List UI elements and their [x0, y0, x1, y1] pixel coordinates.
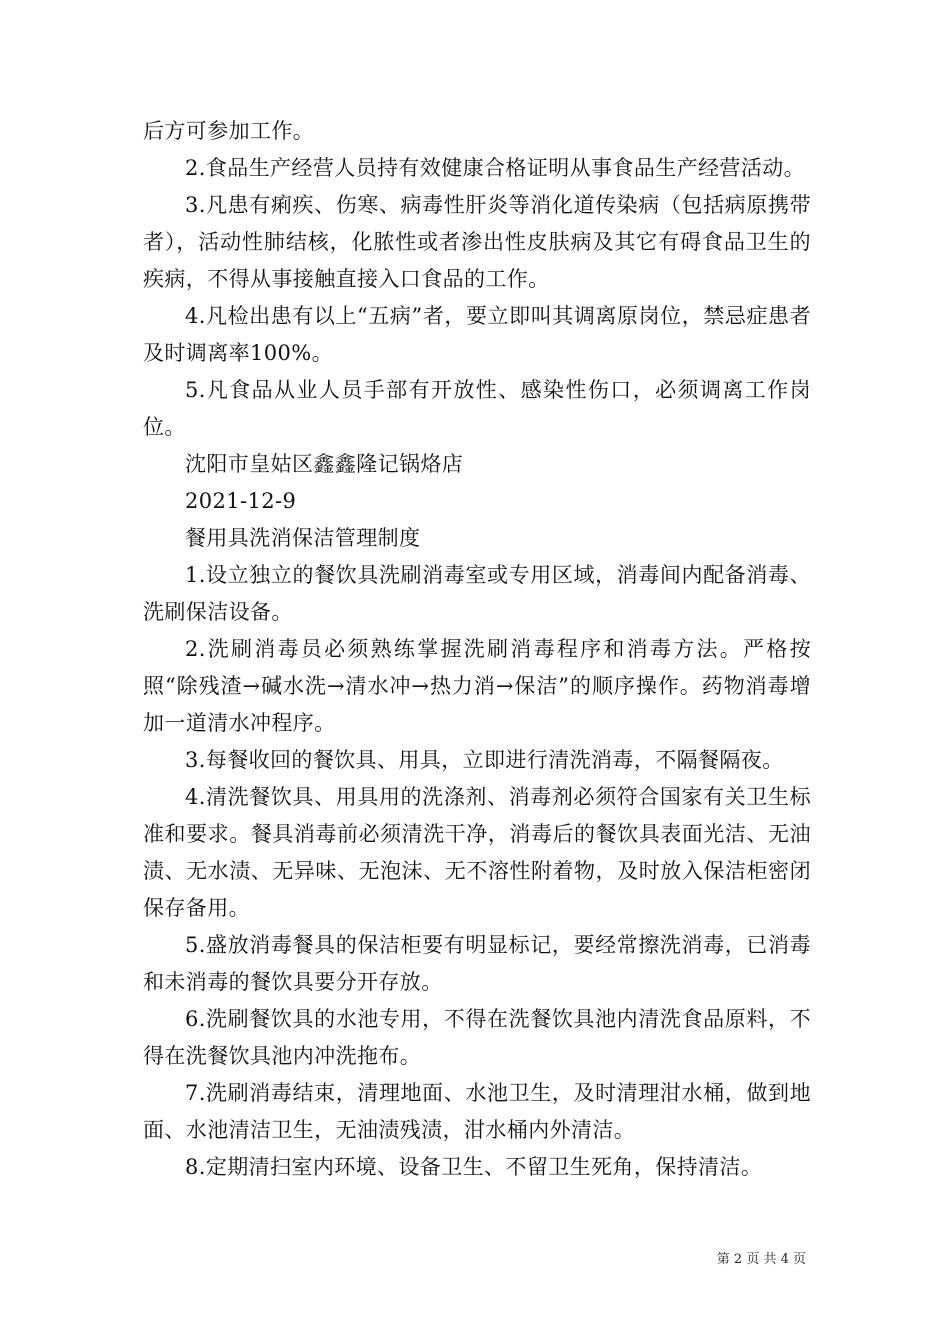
signature-date: 2021-12-9 [185, 489, 297, 513]
paragraph-9: 1.设立独立的餐饮具洗刷消毒室或专用区域，消毒间内配备消毒、洗刷保洁设备。 [143, 563, 811, 624]
page-number: 第 2 页 共 4 页 [716, 1252, 806, 1267]
paragraph-16: 8.定期清扫室内环境、设备卫生、不留卫生死角，保持清洁。 [185, 1155, 763, 1179]
paragraph-3: 3.凡患有痢疾、伤寒、病毒性肝炎等消化道传染病（包括病原携带者），活动性肺结核，化脓性或者渗出性皮肤病及其它有碍食品卫生的疾病，不得从事接触直接入口食品的工作。 [143, 193, 811, 291]
section-title: 餐用具洗消保洁管理制度 [185, 526, 421, 550]
paragraph-14: 6.洗刷餐饮具的水池专用，不得在洗餐饮具池内清洗食品原料，不得在洗餐饮具池内冲洗拖布。 [143, 1007, 811, 1068]
paragraph-1: 后方可参加工作。 [143, 119, 315, 143]
paragraph-12: 4.清洗餐饮具、用具用的洗涤剂、消毒剂必须符合国家有关卫生标准和要求。餐具消毒前必须清洗干净，消毒后的餐饮具表面光洁、无油渍、无水渍、无异味、无泡沫、无不溶性附着物，及时放入保洁柜密闭保存备用。 [143, 785, 811, 920]
paragraph-2: 2.食品生产经营人员持有效健康合格证明从事食品生产经营活动。 [185, 156, 806, 180]
signature-company: 沈阳市皇姑区鑫鑫隆记锅烙店 [185, 452, 464, 476]
paragraph-10: 2.洗刷消毒员必须熟练掌握洗刷消毒程序和消毒方法。严格按照“除残渣→碱水洗→清水冲→热力消→保洁”的顺序操作。药物消毒增加一道清水冲程序。 [143, 637, 811, 735]
paragraph-5: 5.凡食品从业人员手部有开放性、感染性伤口，必须调离工作岗位。 [143, 378, 811, 439]
paragraph-13: 5.盛放消毒餐具的保洁柜要有明显标记，要经常擦洗消毒，已消毒和未消毒的餐饮具要分开存放。 [143, 933, 811, 994]
paragraph-4: 4.凡检出患有以上“五病”者，要立即叫其调离原岗位，禁忌症患者及时调离率100%。 [143, 304, 811, 365]
paragraph-15: 7.洗刷消毒结束，清理地面、水池卫生，及时清理泔水桶，做到地面、水池清洁卫生，无油渍残渍，泔水桶内外清洁。 [143, 1081, 811, 1142]
paragraph-11: 3.每餐收回的餐饮具、用具，立即进行清洗消毒，不隔餐隔夜。 [185, 748, 784, 772]
document-body [143, 113, 811, 1186]
